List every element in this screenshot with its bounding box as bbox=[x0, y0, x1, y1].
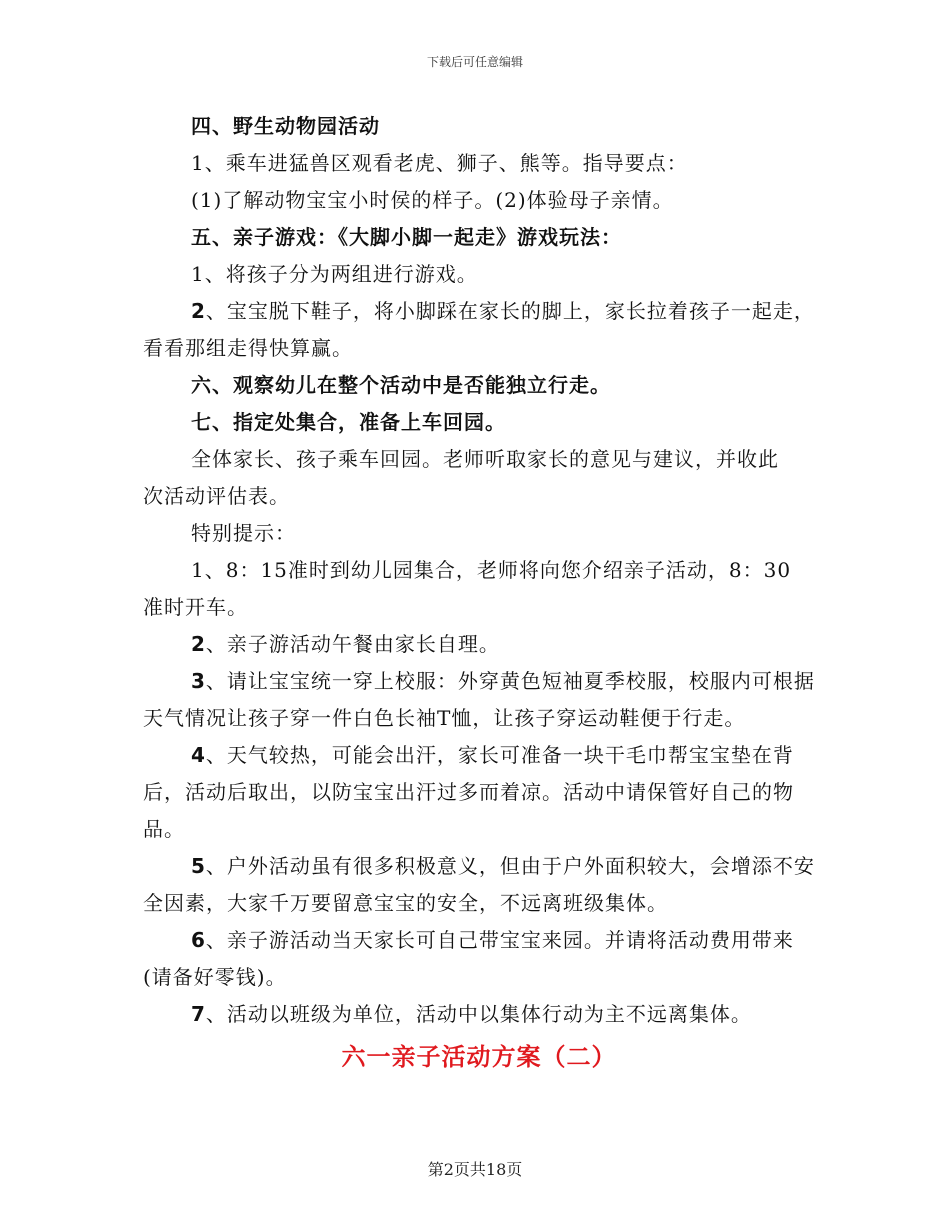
paragraph: 2、亲子游活动午餐由家长自理。 bbox=[191, 632, 500, 656]
item-number: 4 bbox=[191, 743, 206, 767]
item-number: 6 bbox=[191, 928, 206, 952]
paragraph: 特别提示： bbox=[191, 521, 296, 545]
paragraph: 六、观察幼儿在整个活动中是否能独立行走。 bbox=[191, 373, 611, 397]
paragraph: 全体家长、孩子乘车回园。老师听取家长的意见与建议，并收此次活动评估表。 bbox=[143, 447, 779, 508]
page-header: 下载后可任意编辑 bbox=[426, 55, 523, 69]
item-number: 2 bbox=[191, 299, 206, 323]
document-body bbox=[143, 108, 815, 1072]
paragraph: 7、活动以班级为单位，活动中以集体行动为主不远离集体。 bbox=[191, 1002, 752, 1026]
paragraph: (1)了解动物宝宝小时侯的样子。(2)体验母子亲情。 bbox=[191, 188, 674, 212]
paragraph: 四、野生动物园活动 bbox=[191, 114, 380, 138]
paragraph: 1、将孩子分为两组进行游戏。 bbox=[191, 262, 478, 286]
paragraph: 七、指定处集合，准备上车回园。 bbox=[191, 410, 506, 434]
paragraph: 2、宝宝脱下鞋子，将小脚踩在家长的脚上，家长拉着孩子一起走，看看那组走得快算赢。 bbox=[143, 299, 815, 360]
paragraph: 五、亲子游戏：《大脚小脚一起走》游戏玩法： bbox=[191, 225, 622, 249]
section-title: 六一亲子活动方案（二） bbox=[341, 1043, 617, 1071]
paragraph: 1、8：15准时到幼儿园集合，老师将向您介绍亲子活动，8：30准时开车。 bbox=[143, 558, 792, 619]
paragraph: 4、天气较热，可能会出汗，家长可准备一块干毛巾帮宝宝垫在背后，活动后取出，以防宝宝出汗过多而着凉。活动中请保管好自己的物品。 bbox=[143, 743, 794, 841]
item-number: 5 bbox=[191, 854, 206, 878]
paragraph: 1、乘车进猛兽区观看老虎、狮子、熊等。指导要点： bbox=[191, 151, 688, 175]
paragraph: 3、请让宝宝统一穿上校服：外穿黄色短袖夏季校服，校服内可根据天气情况让孩子穿一件白色长袖T恤，让孩子穿运动鞋便于行走。 bbox=[143, 669, 815, 730]
paragraph: 6、亲子游活动当天家长可自己带宝宝来园。并请将活动费用带来(请备好零钱)。 bbox=[143, 928, 794, 989]
item-number: 2 bbox=[191, 632, 206, 656]
paragraph: 5、户外活动虽有很多积极意义，但由于户外面积较大，会增添不安全因素，大家千万要留意宝宝的安全，不远离班级集体。 bbox=[143, 854, 815, 915]
item-number: 7 bbox=[191, 1002, 206, 1026]
page-footer: 第2页共18页 bbox=[427, 1160, 523, 1179]
item-number: 3 bbox=[191, 669, 206, 693]
